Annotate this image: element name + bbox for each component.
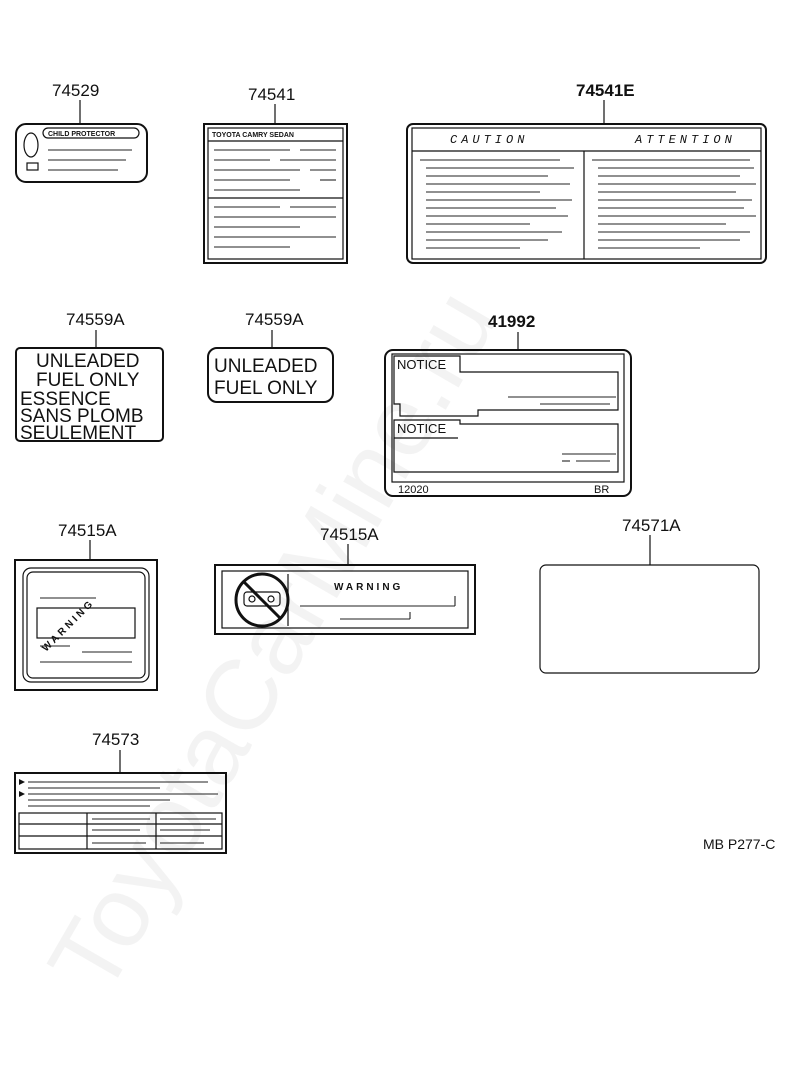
label-title: CHILD PROTECTOR	[48, 131, 116, 138]
label-inner-frame	[412, 128, 761, 259]
label-inner-frame	[23, 568, 149, 682]
part-74541E	[407, 81, 766, 263]
notice-2-heading: NOTICE	[397, 421, 447, 436]
label-title: TOYOTA CAMRY SEDAN	[212, 132, 294, 139]
lock-switch-icon	[27, 163, 38, 170]
part-number: 74541	[248, 85, 296, 104]
attention-text-lines	[592, 160, 756, 248]
warning-text: WARNING	[40, 597, 98, 655]
code-right: BR	[594, 484, 610, 496]
label-inner-frame	[208, 128, 343, 259]
part-number: 41992	[488, 312, 536, 331]
caution-heading: CAUTION	[450, 133, 529, 147]
label-line: FUEL ONLY	[36, 370, 140, 391]
bullet-icon	[19, 791, 25, 797]
part-74515A-square	[15, 521, 157, 690]
code-left: 12020	[398, 484, 429, 496]
caution-text-lines	[420, 160, 574, 248]
warning-text: WARNING	[334, 582, 404, 593]
attention-heading: ATTENTION	[635, 133, 736, 147]
label-line: SEULEMENT	[20, 423, 137, 444]
part-number: 74573	[92, 730, 140, 749]
part-number: 74515A	[58, 521, 117, 540]
part-74541	[204, 85, 347, 263]
part-number: 74559A	[66, 310, 125, 329]
reference-code: MB P277-C	[703, 836, 776, 852]
text-lines	[48, 150, 132, 170]
part-number: 74571A	[622, 516, 681, 535]
part-74571A	[540, 516, 759, 673]
bullet-icon	[19, 779, 25, 785]
label-line: FUEL ONLY	[214, 378, 318, 399]
notice-2-text-lines	[562, 454, 616, 461]
notice-1-heading: NOTICE	[397, 357, 447, 372]
part-number: 74559A	[245, 310, 304, 329]
label-outline	[204, 124, 347, 263]
label-line: UNLEADED	[36, 351, 140, 372]
part-number: 74529	[52, 81, 100, 100]
part-74559A-two-line	[208, 310, 333, 402]
part-74529	[16, 81, 147, 182]
label-line: ESSENCE	[20, 389, 111, 410]
label-outline	[540, 565, 759, 673]
part-74559A-five-line	[16, 310, 163, 444]
label-line: UNLEADED	[214, 356, 318, 377]
part-number: 74541E	[576, 81, 635, 100]
label-line: SANS PLOMB	[20, 406, 144, 427]
notice-1-text-lines	[508, 397, 616, 404]
label-outline	[15, 560, 157, 690]
child-lock-icon	[24, 133, 38, 157]
part-number: 74515A	[320, 525, 379, 544]
